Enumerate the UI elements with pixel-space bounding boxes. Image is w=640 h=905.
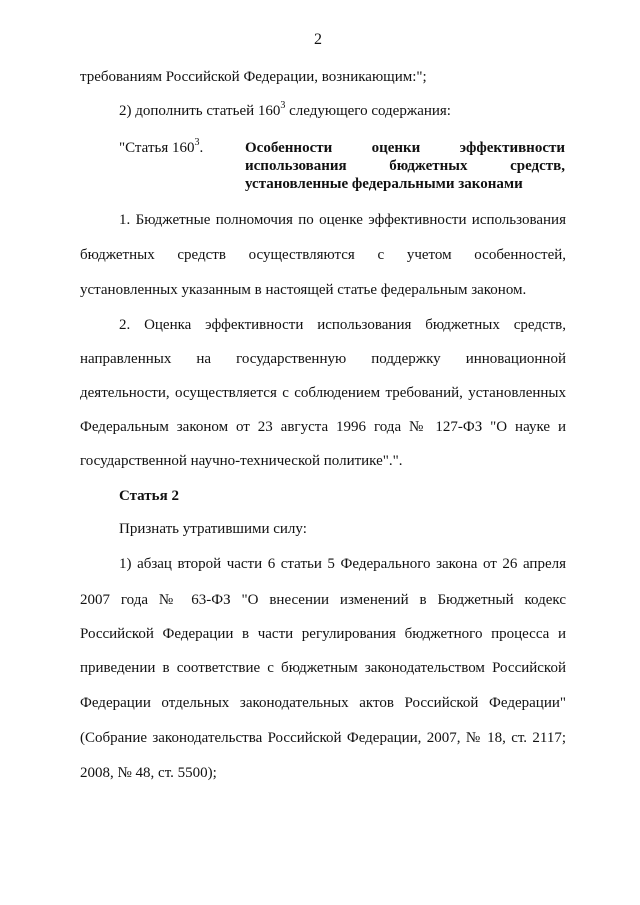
text-line: Федерации отдельных законодательных актов Российской Федерации" [80, 695, 566, 711]
text-line: 2. Оценка эффективности использования бюджетных средств, [119, 317, 566, 333]
text-line: Признать утратившими силу: [119, 521, 307, 537]
text-line: 1) абзац второй части 6 статьи 5 Федерального закона от 26 апреля [119, 556, 566, 572]
text-line: приведении в соответствие с бюджетным законодательством Российской [80, 660, 566, 676]
article-title-line: использования бюджетных средств, [245, 158, 565, 174]
amendment-line [119, 100, 451, 120]
text-line: деятельности, осуществляется с соблюдением требований, установленных [80, 385, 566, 401]
text-line: государственной научно-технической политике".". [80, 453, 403, 469]
article-label-text: "Статья 160 [119, 140, 195, 156]
text-line: 2008, № 48, ст. 5500); [80, 765, 217, 781]
amendment-text: 2) дополнить статьей 160 [119, 103, 281, 119]
article-title-line: Особенности оценки эффективности [245, 140, 565, 156]
page-number: 2 [314, 31, 322, 48]
article-2-heading: Статья 2 [119, 488, 179, 504]
text-line: требованиям Российской Федерации, возникающим:"; [80, 69, 427, 85]
article-label-text: . [199, 140, 204, 156]
article-label [119, 137, 204, 157]
text-line: установленных указанным в настоящей статье федеральным законом. [80, 282, 527, 298]
amendment-text: следующего содержания: [285, 103, 451, 119]
text-line: бюджетных средств осуществляются с учетом особенностей, [80, 247, 566, 263]
text-line: Федеральным законом от 23 августа 1996 года № 127-ФЗ "О науке и [80, 419, 566, 435]
article-title-line: установленные федеральными законами [245, 176, 523, 192]
superscript: 3 [194, 137, 200, 148]
superscript: 3 [280, 100, 286, 111]
text-line: 2007 года № 63-ФЗ "О внесении изменений в Бюджетный кодекс [80, 592, 566, 608]
text-line: 1. Бюджетные полномочия по оценке эффективности использования [119, 212, 566, 228]
text-line: (Собрание законодательства Российской Федерации, 2007, № 18, ст. 2117; [80, 730, 566, 746]
text-line: Российской Федерации в части регулирования бюджетного процесса и [80, 626, 566, 642]
text-line: направленных на государственную поддержку инновационной [80, 351, 566, 367]
